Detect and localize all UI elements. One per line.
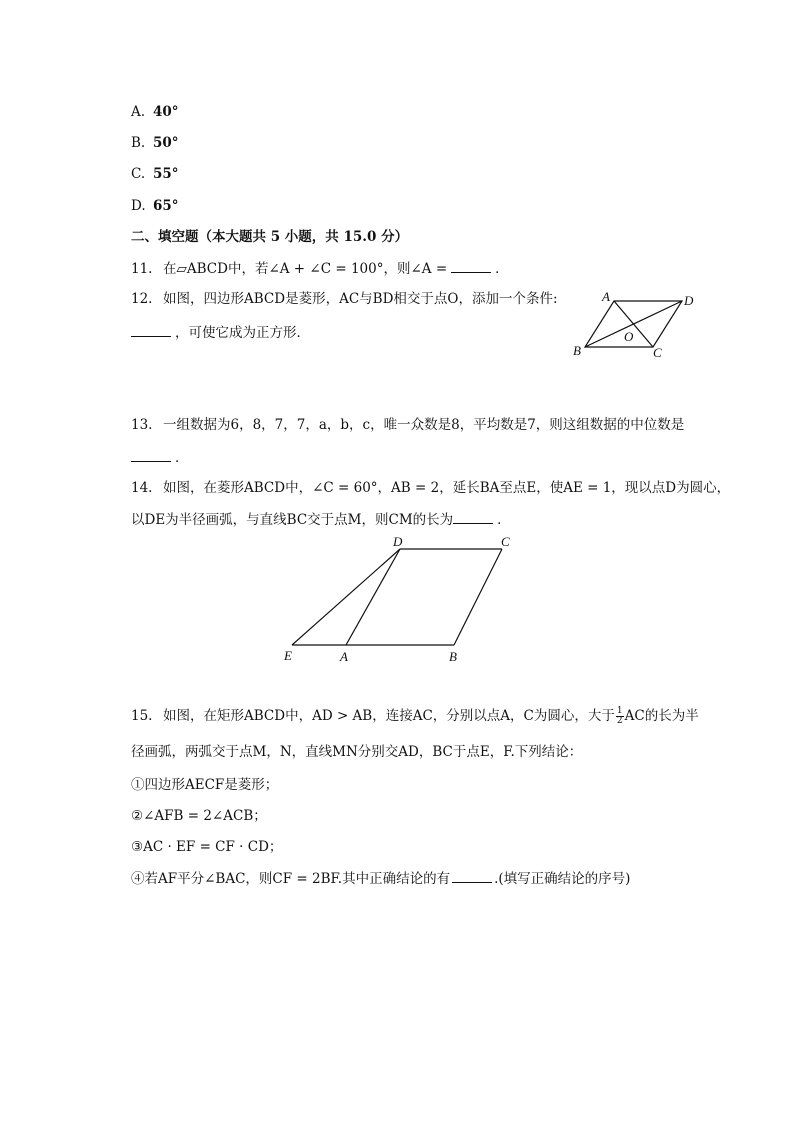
option-letter: D. [131, 198, 146, 214]
fraction-numerator: 1 [616, 706, 623, 716]
question-15-line2 [131, 743, 582, 761]
question-text: 如图，四边形ABCD是菱形，AC与BD相交于点O，添加一个条件: [163, 291, 558, 307]
question-11 [131, 259, 509, 278]
option-letter: A. [131, 104, 146, 120]
conclusion-3: ③AC · EF = CF · CD； [131, 839, 283, 855]
label-c: C [501, 534, 510, 549]
question-number: 12. [131, 291, 153, 307]
fraction-one-half [616, 707, 624, 726]
option-letter: B. [131, 135, 146, 151]
answer-blank[interactable] [131, 323, 171, 337]
question-text: 如图，在菱形ABCD中，∠C = 60°，AB = 2，延长BA至点E，使AE = 1，现以点D为圆心， [163, 480, 731, 496]
section-heading: 二、填空题（本大题共 5 小题，共 15.0 分） [131, 229, 409, 245]
question-number: 14. [131, 480, 153, 496]
answer-blank[interactable] [452, 869, 492, 883]
question-14-line2 [131, 510, 511, 529]
option-letter: C. [131, 166, 146, 182]
label-d: D [393, 534, 403, 549]
question-12-line2 [131, 323, 310, 342]
label-o: O [624, 329, 634, 344]
conclusion-2: ②∠AFB = 2∠ACB； [131, 808, 267, 824]
label-b: B [573, 343, 581, 358]
answer-blank[interactable] [131, 448, 171, 462]
option-value: 65° [153, 198, 179, 214]
question-text: ④若AF平分∠BAC，则CF = 2BF.其中正确结论的有 [131, 871, 451, 887]
answer-blank[interactable] [453, 510, 493, 524]
question-15-line1 [131, 707, 699, 726]
option-b [131, 134, 179, 152]
question-14-line1 [131, 479, 730, 497]
conclusion-4 [131, 869, 630, 888]
label-c: C [653, 345, 662, 360]
label-b: B [449, 649, 457, 664]
question-text: ，可使它成为正方形． [175, 325, 310, 341]
question-text-end: ． [495, 261, 509, 277]
question-13-line1 [131, 416, 684, 434]
question-text-end: ． [175, 450, 189, 466]
question-text-end: .(填写正确结论的序号) [494, 871, 631, 887]
option-value: 50° [153, 135, 179, 151]
option-a [131, 103, 179, 121]
question-number: 15. [131, 708, 153, 724]
question-number: 11. [131, 261, 153, 277]
answer-blank[interactable] [451, 259, 491, 273]
question-text: 如图，在矩形ABCD中，AD > AB，连接AC，分别以点A，C为圆心，大于 [163, 708, 615, 724]
option-value: 55° [153, 166, 179, 182]
question-text: AC的长为半 [624, 708, 699, 724]
rhombus-extension-figure [280, 532, 520, 667]
question-text: 一组数据为6，8，7，7，a，b，c，唯一众数是8，平均数是7，则这组数据的中位数是 [163, 417, 685, 433]
label-a: A [340, 649, 348, 664]
question-text-end: ． [497, 512, 511, 528]
option-d [131, 197, 179, 215]
label-e: E [284, 648, 292, 663]
fraction-denominator: 2 [616, 716, 623, 726]
rhombus-figure [566, 285, 706, 365]
conclusion-1: ①四边形AECF是菱形； [131, 777, 279, 793]
question-text: 径画弧，两弧交于点M，N，直线MN分别交AD，BC于点E，F.下列结论： [131, 744, 583, 760]
question-number: 13. [131, 417, 153, 433]
label-d: D [684, 293, 694, 308]
question-text: 在▱ABCD中，若∠A + ∠C = 100°，则∠A = [163, 261, 448, 277]
question-12-line1 [131, 290, 558, 308]
question-text: 以DE为半径画弧，与直线BC交于点M，则CM的长为 [131, 512, 454, 528]
option-value: 40° [153, 104, 179, 120]
option-c [131, 165, 179, 183]
question-13-line2 [131, 448, 189, 467]
label-a: A [602, 289, 610, 304]
